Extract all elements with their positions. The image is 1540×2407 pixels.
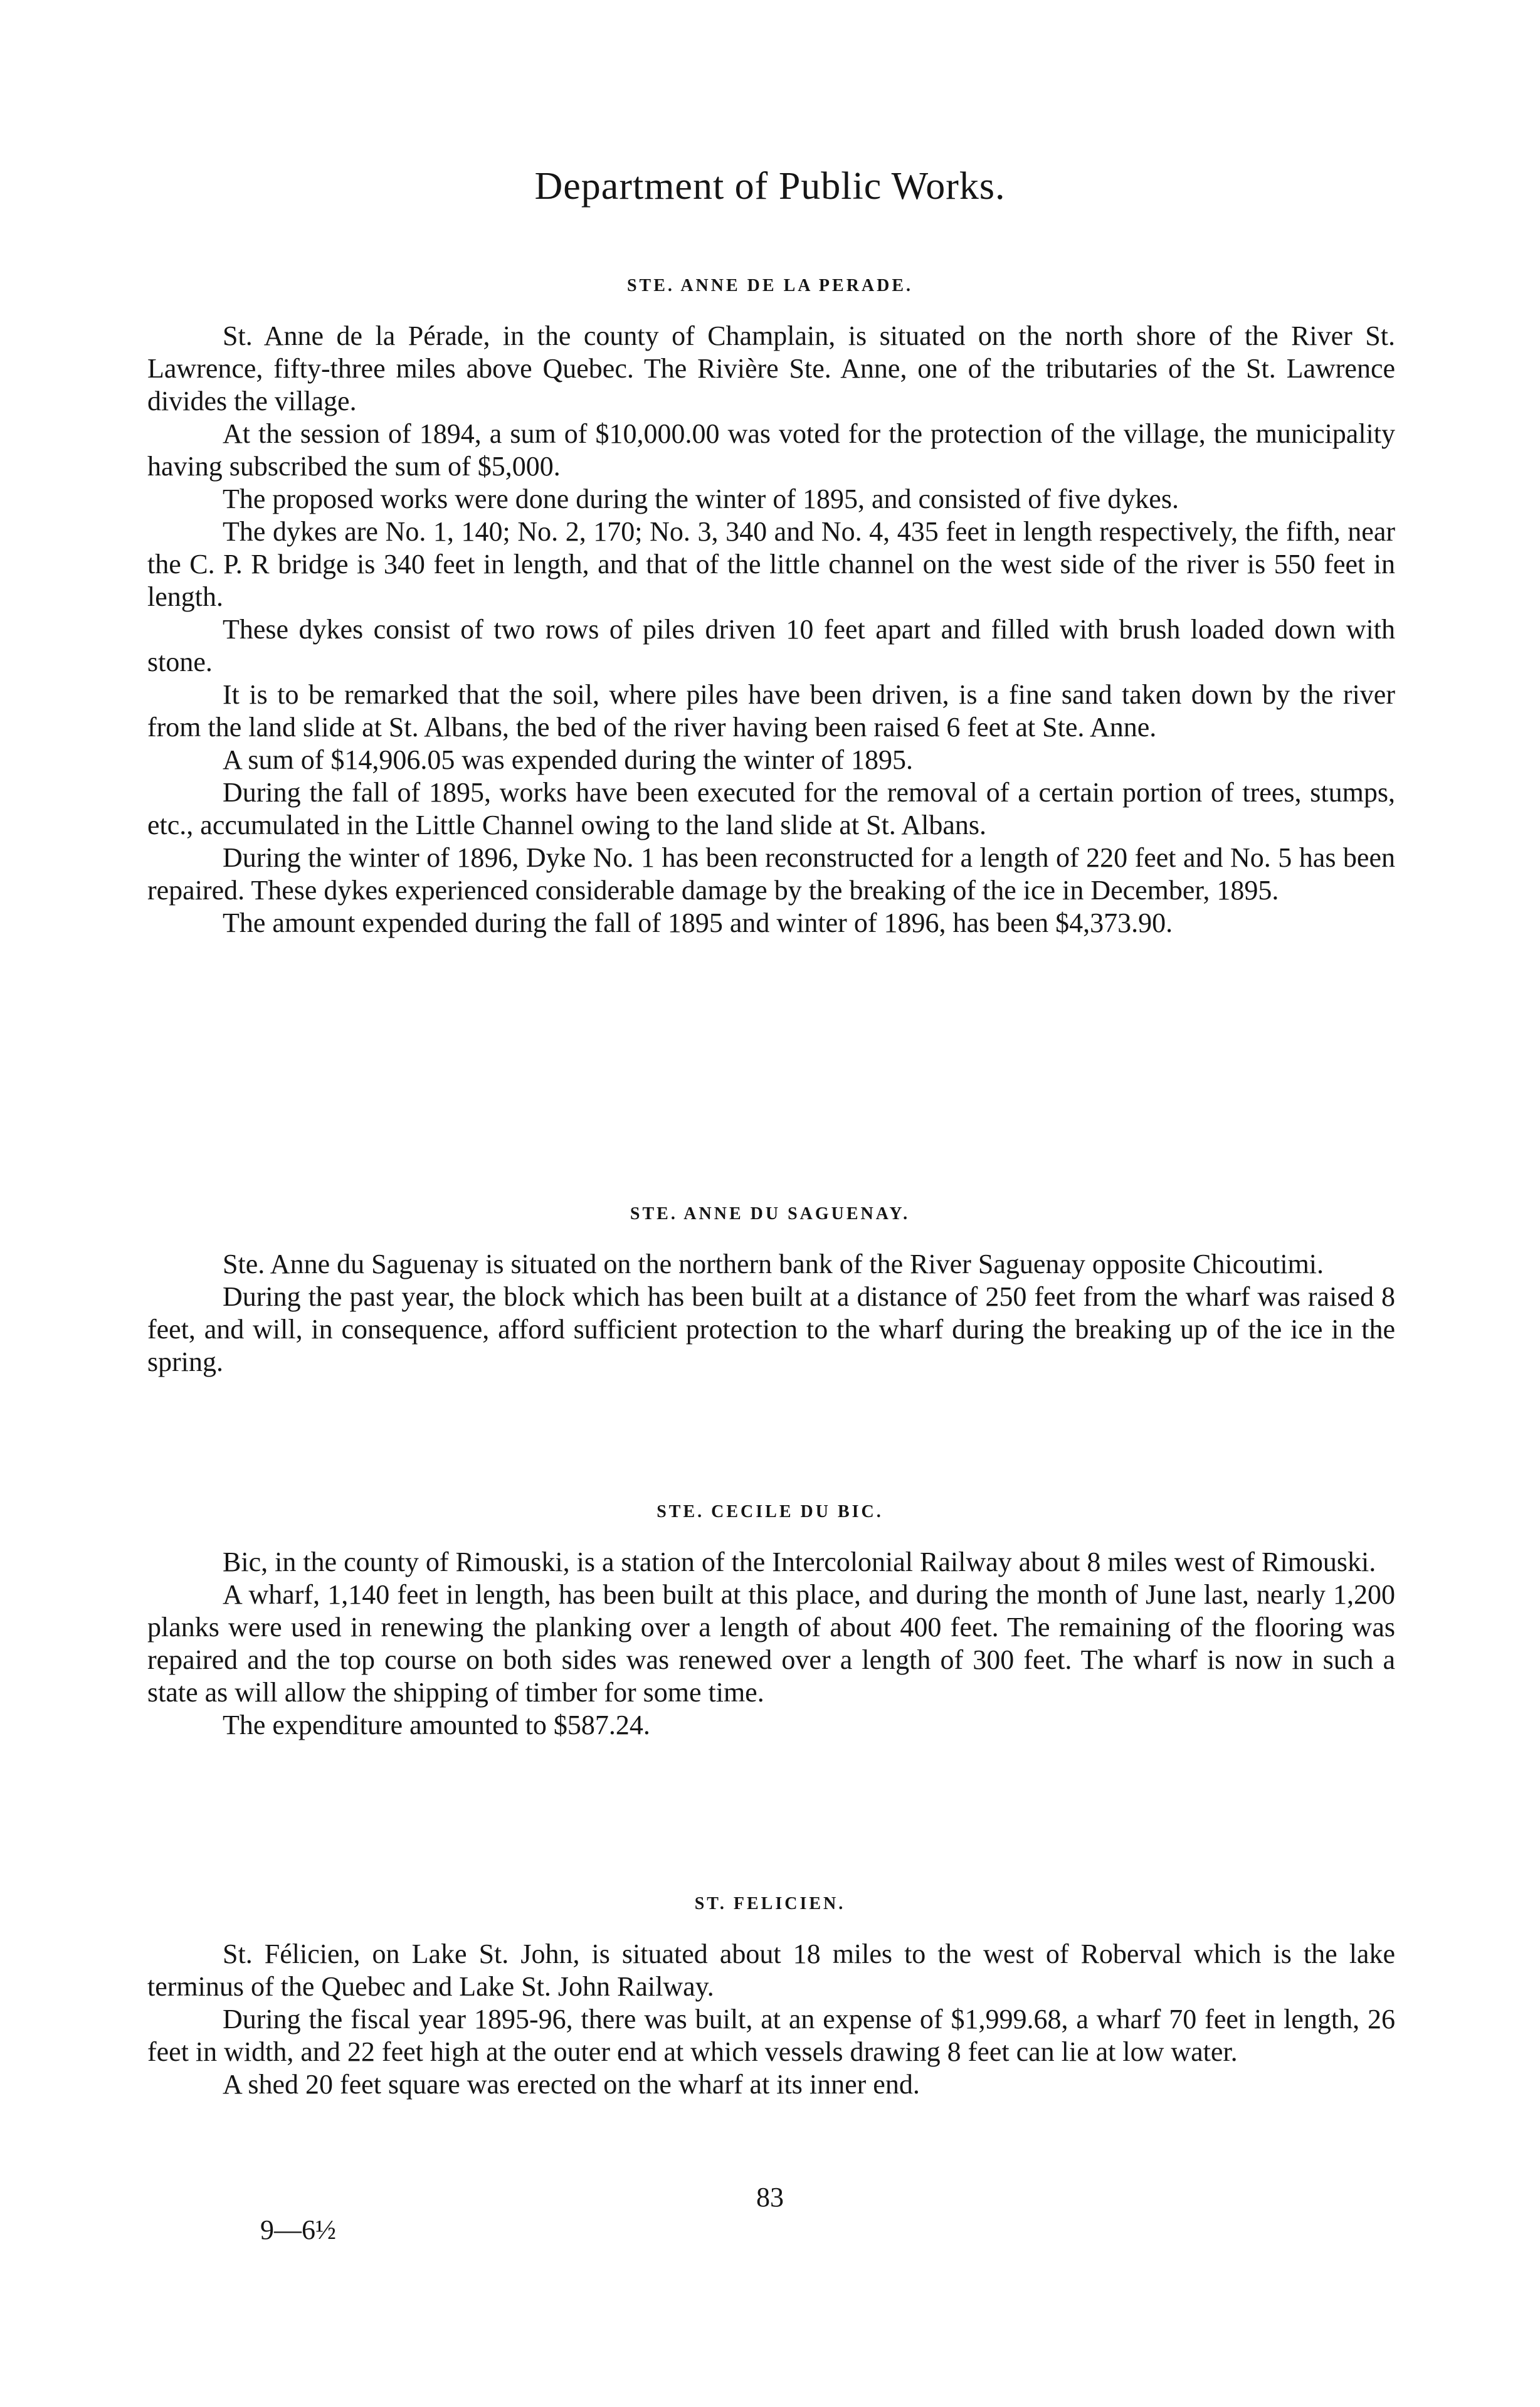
paragraph: At the session of 1894, a sum of $10,000.00 was voted for the protection of the village, the municipality having subscribed the sum of $5,000. (147, 418, 1395, 482)
paragraph: The amount expended during the fall of 1895 and winter of 1896, has been $4,373.90. (223, 907, 1173, 938)
section-body-st-felicien (147, 1938, 1395, 2101)
paragraph: During the fall of 1895, works have been executed for the removal of a certain portion of trees, stumps, etc., accumulated in the Little Channel owing to the land slide at St. Albans. (147, 777, 1395, 840)
paragraph: These dykes consist of two rows of piles driven 10 feet apart and filled with brush loaded down with stone. (147, 614, 1395, 677)
paragraph: It is to be remarked that the soil, where piles have been driven, is a fine sand taken down by the river from the land slide at St. Albans, the bed of the river having been raised 6 feet at Ste. Anne. (147, 679, 1395, 743)
section-title-ste-anne-du-saguenay: STE. ANNE DU SAGUENAY. (630, 1204, 910, 1224)
paragraph: During the past year, the block which has been built at a distance of 250 feet from the wharf was raised 8 feet, and will, in consequence, afford sufficient protection to the wharf during the breaking up of the ice in the spring. (147, 1281, 1395, 1377)
paragraph: The dykes are No. 1, 140; No. 2, 170; No. 3, 340 and No. 4, 435 feet in length respectively, the fifth, near the C. P. R bridge is 340 feet in length, and that of the little channel on the west side of the river is 550 feet in length. (147, 516, 1395, 612)
paragraph: Ste. Anne du Saguenay is situated on the northern bank of the River Saguenay opposite Chicoutimi. (223, 1249, 1324, 1279)
paragraph: A wharf, 1,140 feet in length, has been built at this place, and during the month of June last, nearly 1,200 planks were used in renewing the planking over a length of about 400 feet. The remaining of the flooring was repaired and the top course on both sides was renewed over a length of 300 feet. The wharf is now in such a state as will allow the shipping of timber for some time. (147, 1579, 1395, 1708)
paragraph: The expenditure amounted to $587.24. (223, 1710, 650, 1740)
section-body-ste-cecile-du-bic (147, 1546, 1395, 1742)
printer-signature: 9—6½ (260, 2214, 336, 2245)
section-body-ste-anne-du-saguenay (147, 1248, 1395, 1378)
page-header: Department of Public Works. (534, 165, 1006, 208)
paragraph: The proposed works were done during the winter of 1895, and consisted of five dykes. (223, 484, 1179, 514)
paragraph: A shed 20 feet square was erected on the wharf at its inner end. (223, 2069, 920, 2100)
paragraph: During the winter of 1896, Dyke No. 1 has been reconstructed for a length of 220 feet and No. 5 has been repaired. These dykes experienced considerable damage by the breaking of the ice in December, 1895. (147, 842, 1395, 906)
page-number: 83 (756, 2182, 784, 2213)
section-title-st-felicien: ST. FELICIEN. (694, 1894, 846, 1913)
paragraph: St. Anne de la Pérade, in the county of Champlain, is situated on the north shore of the River St. Lawrence, fifty-three miles above Quebec. The Rivière Ste. Anne, one of the tributaries of the St. Lawrence divides the village. (147, 320, 1395, 416)
paragraph: St. Félicien, on Lake St. John, is situated about 18 miles to the west of Roberval which is the lake terminus of the Quebec and Lake St. John Railway. (147, 1939, 1395, 2002)
paragraph: Bic, in the county of Rimouski, is a station of the Intercolonial Railway about 8 miles west of Rimouski. (223, 1547, 1376, 1577)
section-body-ste-anne-de-la-perade (147, 320, 1395, 939)
paragraph: A sum of $14,906.05 was expended during the winter of 1895. (223, 744, 914, 775)
paragraph: During the fiscal year 1895-96, there was built, at an expense of $1,999.68, a wharf 70 feet in length, 26 feet in width, and 22 feet high at the outer end at which vessels drawing 8 feet can lie at low water. (147, 2004, 1395, 2067)
section-title-ste-anne-de-la-perade: STE. ANNE DE LA PERADE. (626, 276, 914, 295)
section-title-ste-cecile-du-bic: STE. CECILE DU BIC. (657, 1502, 883, 1521)
